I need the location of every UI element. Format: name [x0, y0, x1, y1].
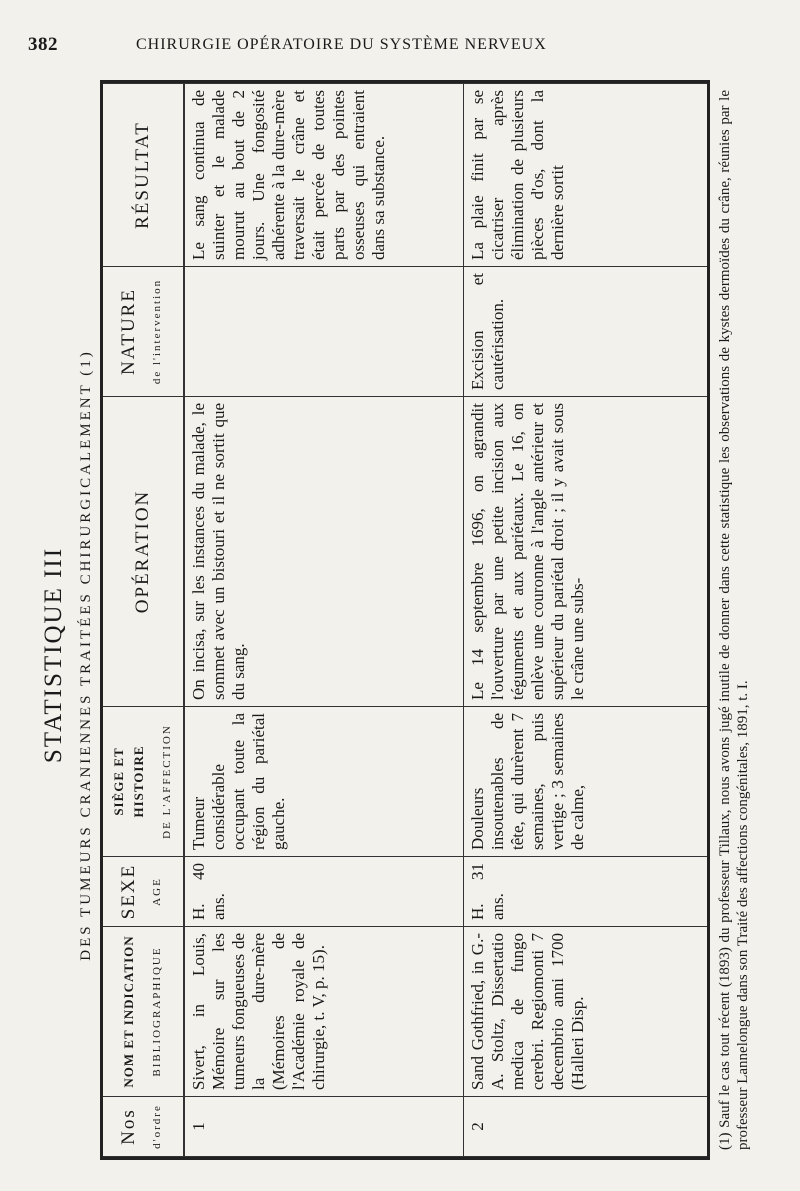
cell-nom: Sand Gothfried, in G.-A. Stoltz, Dissertatio medica de fungo cerebri. Regiomonti 7 decembrio anni 1700 (Halleri Disp.	[464, 927, 708, 1097]
statistique-title: STATISTIQUE III	[40, 546, 67, 764]
cell-nature	[184, 267, 464, 397]
header-resultat: RÉSULTAT	[103, 84, 184, 267]
header-siege: SIÈGE ET HISTOIRE DE L'AFFECTION	[103, 707, 184, 857]
header-nature: NATURE de l'intervention	[103, 267, 184, 397]
cell-sexe: H. 31 ans.	[464, 857, 708, 927]
cell-resultat: Le sang continua de suinter et le malade mourut au bout de 2 jours. Une fongosité adhérente à la dure-mère traversait le crâne et était percée de toutes parts par des pointes osseuses qui entraient dans sa substance.	[184, 84, 464, 267]
cell-nom: Sivert, in Louis, Mémoire sur les tumeurs fongueuses de la dure-mère (Mémoires de l'Académie royale de chirurgie, t. V, p. 15).	[184, 927, 464, 1097]
table-row	[464, 84, 708, 1157]
rotated-table-page	[40, 70, 760, 1170]
cell-siege: Douleurs insoutenables de tête, qui durèrent 7 semaines, puis vertige ; 3 semaines de calme,	[464, 707, 708, 857]
running-title: CHIRURGIE OPÉRATOIRE DU SYSTÈME NERVEUX	[136, 36, 547, 53]
table-row	[184, 84, 464, 1157]
statistique-subtitle: DES TUMEURS CRANIENNES TRAITÉES CHIRURGICALEMENT (1)	[78, 349, 94, 961]
running-head	[28, 34, 768, 58]
header-operation: OPÉRATION	[103, 397, 184, 707]
cell-operation: Le 14 septembre 1696, on agrandit l'ouverture par une petite incision aux téguments et aux pariétaux. Le 16, on enlève une couronne à l'angle antérieur et supérieur du pariétal droit ; il y avait sous le crâne une subs-	[464, 397, 708, 707]
cell-resultat: La plaie finit par se cicatriser après élimination de plusieurs pièces d'os, dont la dernière sortit	[464, 84, 708, 267]
cell-operation: On incisa, sur les instances du malade, le sommet avec un bistouri et il ne sortit que du sang.	[184, 397, 464, 707]
page-number: 382	[28, 34, 58, 55]
cell-num: 1	[184, 1097, 464, 1157]
cell-nature: Excision et cautérisation.	[464, 267, 708, 397]
header-nom: NOM ET INDICATION BIBLIOGRAPHIQUE	[103, 927, 184, 1097]
cell-num: 2	[464, 1097, 708, 1157]
statistics-table	[100, 80, 710, 1160]
cell-siege: Tumeur considérable occupant toute la région du pariétal gauche.	[184, 707, 464, 857]
cell-sexe: H. 40 ans.	[184, 857, 464, 927]
header-sexe: SEXE AGE	[103, 857, 184, 927]
header-num: Nos d'ordre	[103, 1097, 184, 1157]
footnote: (1) Sauf le cas tout récent (1893) du professeur Tillaux, nous avons jugé inutile de donner dans cette statistique les observations de kystes dermoïdes du crâne, réunies par le professeur Lannelongue dans son Traité des affections congénitales, 1891, t. I.	[717, 90, 751, 1150]
table-header-row	[103, 84, 184, 1157]
